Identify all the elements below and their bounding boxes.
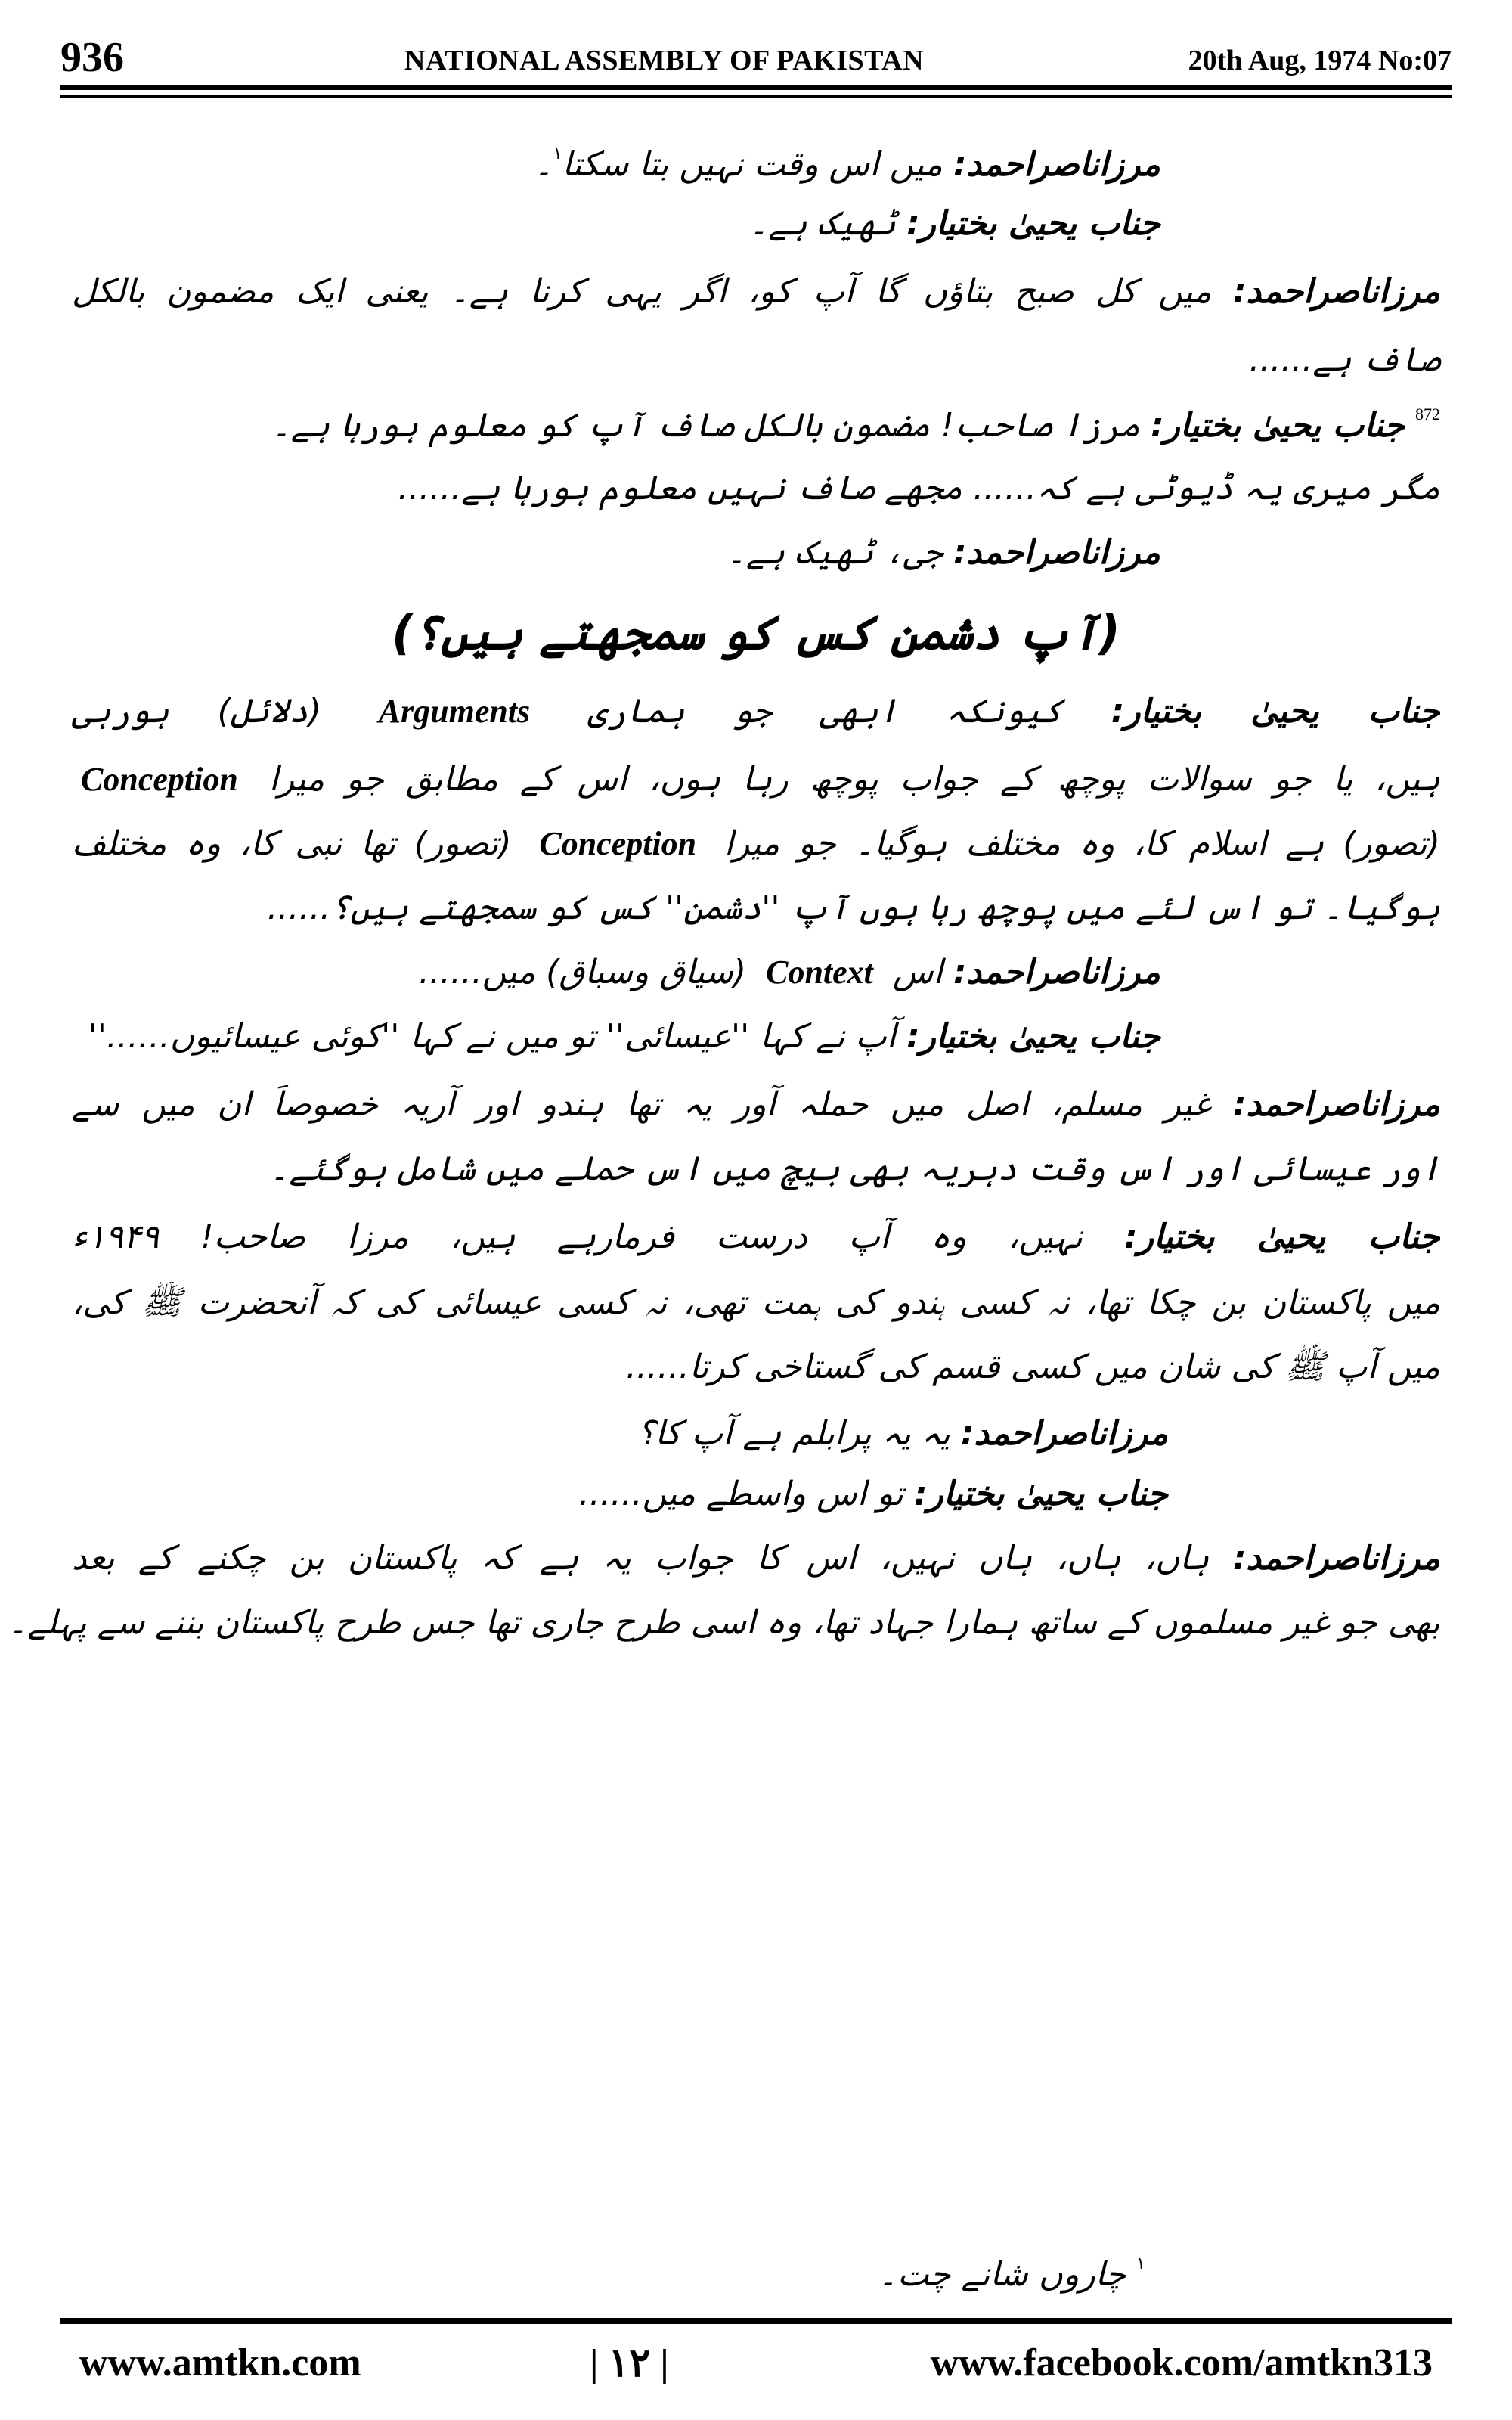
dialogue-text: بھی جو غیر مسلموں کے ساتھ ہمارا جہاد تھا، وہ اسی طرح جاری تھا جس طرح پاکستان بننے سے پہلے۔ [8, 1603, 1440, 1642]
dialogue-line [72, 1218, 1440, 1266]
dialogue-line [72, 1282, 1440, 1330]
page-number: 936 [60, 34, 124, 81]
dialogue-text: ٹھیک ہے۔ [748, 204, 896, 243]
section-heading: (آپ دشمن کس کو سمجھتے ہیں؟) [392, 605, 1120, 660]
speaker-name: جناب یحییٰ بختیار: [1111, 692, 1440, 731]
website-link[interactable]: www.amtkn.com [79, 2341, 361, 2384]
footnote-marker: ۱ [553, 144, 562, 163]
facebook-link[interactable]: www.facebook.com/amtkn313 [930, 2341, 1433, 2384]
footnote-text: چاروں شانے چت۔ [878, 2255, 1126, 2294]
running-title: NATIONAL ASSEMBLY OF PAKISTAN [404, 45, 925, 76]
dialogue-text: جی، ٹھیک ہے۔ [727, 533, 943, 572]
dialogue-line [749, 204, 1160, 243]
speaker-name: جناب یحییٰ بختیار: [1124, 1218, 1440, 1256]
dialogue-line [72, 272, 1440, 321]
speaker-name: مرزاناصراحمد: [1232, 1539, 1440, 1578]
footnote-marker: ۱ [1136, 2254, 1145, 2273]
dialogue-line [72, 1085, 1440, 1134]
dialogue-text: (تصور) ہے اسلام کا، وہ مختلف ہوگیا۔ جو میرا [723, 824, 1440, 863]
english-term: Conception [81, 761, 238, 798]
dialogue-text: میں اس وقت نہیں بتا سکتا [562, 145, 943, 184]
dialogue-text: (تصور) تھا نبی کا، وہ مختلف [72, 824, 512, 863]
speaker-name: جناب یحییٰ بختیار: [914, 1475, 1168, 1513]
dialogue-text: اس [892, 953, 943, 991]
dialogue-line [72, 340, 1440, 379]
date-and-number: 20th Aug, 1974 No:07 [1188, 45, 1452, 76]
dialogue-line [72, 1539, 1440, 1587]
dialogue-text: یہ یہ پرابلم ہے آپ کا؟ [637, 1414, 950, 1453]
dialogue-line [72, 889, 1440, 927]
dialogue-line [72, 692, 1440, 740]
dialogue-text: مگر میری یہ ڈیوٹی ہے کہ...... مجھے صاف نہیں معلوم ہورہا ہے...... [398, 469, 1440, 507]
dialogue-line [72, 760, 1440, 808]
dialogue-line [8, 1603, 1440, 1642]
dialogue-text: غیر مسلم، اصل میں حملہ آور یہ تھا ہندو اور آریہ خصوصاً ان میں سے [72, 1085, 1211, 1124]
dialogue-line [72, 1150, 1440, 1188]
dialogue-line [88, 1017, 1160, 1056]
english-term: Arguments [378, 693, 531, 730]
speaker-name: مرزاناصراحمد: [1232, 1085, 1440, 1124]
dialogue-line [419, 953, 1160, 991]
dialogue-text: ہوگیا۔ تو اس لئے میں پوچھ رہا ہوں آپ ''دشمن'' کس کو سمجھتے ہیں؟...... [267, 889, 1440, 927]
dialogue-text: میں کل صبح بتاؤں گا آپ کو، اگر یہی کرنا ہے۔ یعنی ایک مضمون بالکل [72, 272, 1212, 311]
dialogue-line [72, 405, 1440, 445]
footer-page-number: | ۱۲ | [590, 2342, 669, 2385]
dialogue-text: (سیاق وسباق) میں...... [418, 953, 747, 991]
english-term: Conception [539, 825, 697, 862]
speaker-name: جناب یحییٰ بختیار: [906, 204, 1160, 243]
dialogue-text: مرزا صاحب! مضمون بالکل صاف آپ کو معلوم ہورہا ہے۔ [271, 406, 1140, 445]
dialogue-text: صاف ہے...... [1249, 340, 1440, 379]
reference-number: 872 [1415, 405, 1440, 424]
dialogue-line [72, 1346, 1440, 1395]
dialogue-text: (دلائل) ہورہی [72, 692, 322, 731]
speaker-name: جناب یحییٰ بختیار: [1151, 406, 1405, 445]
dialogue-line [579, 1475, 1168, 1513]
english-term: Context [766, 954, 873, 991]
speaker-name: مرزاناصراحمد: [953, 145, 1160, 184]
speaker-name: مرزاناصراحمد: [960, 1414, 1168, 1453]
speaker-name: جناب یحییٰ بختیار: [906, 1017, 1160, 1056]
dialogue-text: کیونکہ ابھی جو ہماری [587, 692, 1064, 731]
header-rule-thick [60, 85, 1452, 90]
dialogue-line [727, 533, 1160, 572]
speaker-name: مرزاناصراحمد: [953, 533, 1160, 572]
dialogue-text: اور عیسائی اور اس وقت دہریہ بھی بیچ میں اس حملے میں شامل ہوگئے۔ [269, 1150, 1440, 1188]
footer-rule [60, 2318, 1452, 2324]
speaker-name: مرزاناصراحمد: [1232, 272, 1440, 311]
header-rule-thin [60, 95, 1452, 98]
page-header [60, 30, 1452, 91]
dialogue-text: نہیں، وہ آپ درست فرمارہے ہیں، مرزا صاحب! ۱۹۴۹ء [72, 1218, 1083, 1256]
dialogue-line [72, 469, 1440, 507]
dialogue-text: میں پاکستان بن چکا تھا، نہ کسی ہندو کی ہمت تھی، نہ کسی عیسائی کی کہ آنحضرت ﷺ کی، [72, 1283, 1440, 1322]
dialogue-line [637, 1414, 1168, 1453]
footnote [878, 2254, 1145, 2294]
dialogue-text: میں آپ ﷺ کی شان میں کسی قسم کی گستاخی کرتا...... [625, 1348, 1440, 1386]
dialogue-text: تو اس واسطے میں...... [578, 1475, 903, 1513]
page-footer [60, 2333, 1452, 2401]
dialogue-text: ہاں، ہاں، ہاں نہیں، اس کا جواب یہ ہے کہ پاکستان بن چکنے کے بعد [72, 1539, 1210, 1578]
dialogue-text: ہیں، یا جو سوالات پوچھ کے جواب پوچھ رہا ہوں، اس کے مطابق جو میرا [268, 760, 1440, 799]
speaker-name: مرزاناصراحمد: [953, 953, 1160, 991]
dialogue-line [72, 824, 1440, 873]
dialogue-text: آپ نے کہا ''عیسائی'' تو میں نے کہا ''کوئی عیسائیوں......'' [88, 1017, 896, 1056]
dialogue-line: مرزاناصراحمد: میں اس وقت نہیں بتا سکتا$^۱$۔ [533, 144, 1160, 184]
